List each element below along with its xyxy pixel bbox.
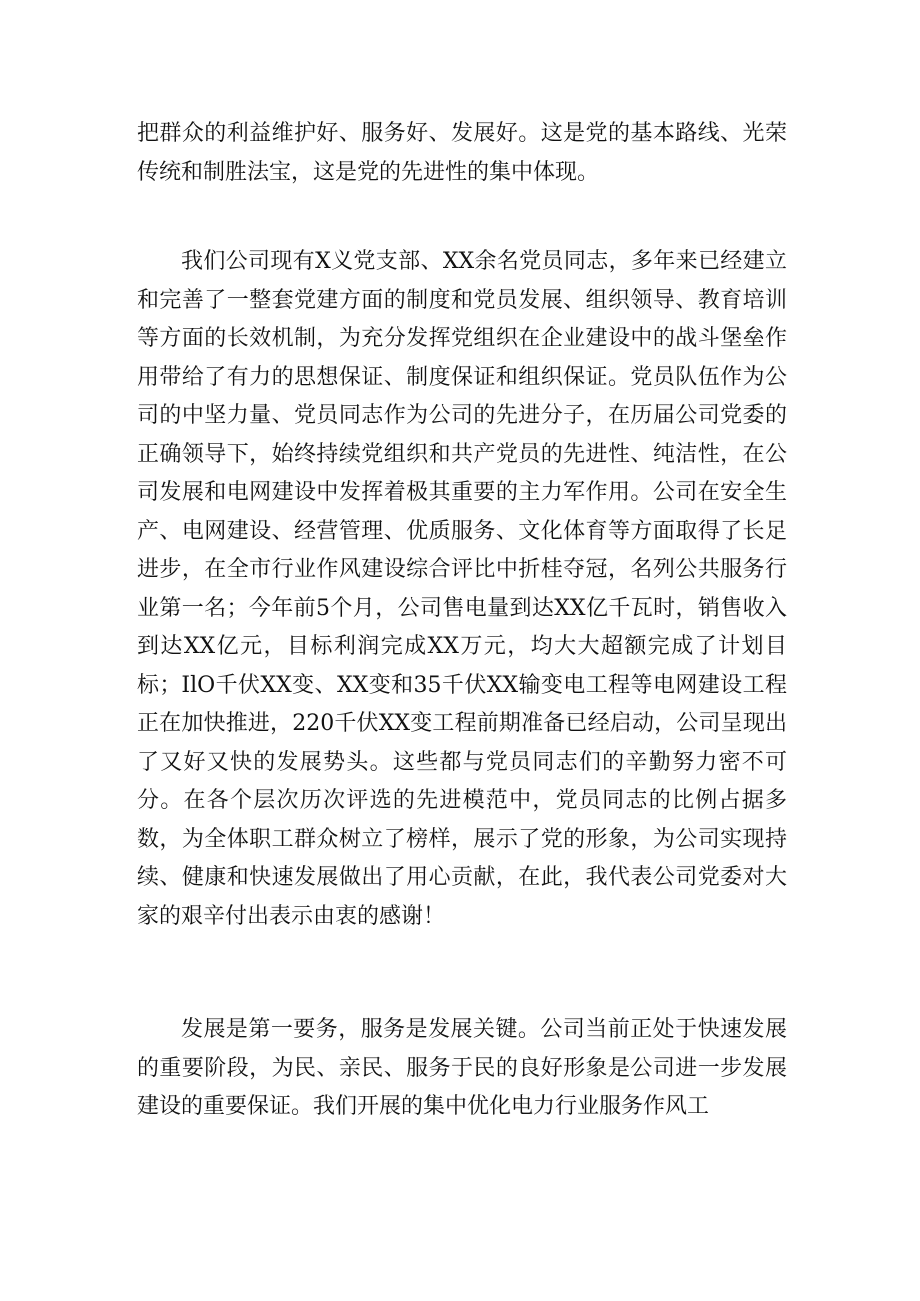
paragraph-continuation: 把群众的利益维护好、服务好、发展好。这是党的基本路线、光荣传统和制胜法宝，这是党的先进性的集中体现。 xyxy=(137,121,787,185)
paragraph-development-service: 发展是第一要务，服务是发展关键。公司当前正处于快速发展的重要阶段，为民、亲民、服务于民的良好形象是公司进一步发展建设的重要保证。我们开展的集中优化电力行业服务作风工 xyxy=(137,1017,787,1119)
document-text-block xyxy=(137,1011,787,1127)
document-text-block xyxy=(137,115,787,192)
paragraph-company-party-work: 我们公司现有X义党支部、XX余名党员同志，多年来已经建立和完善了一整套党建方面的制度和党员发展、组织领导、教育培训等方面的长效机制，为充分发挥党组织在企业建设中的战斗堡垒作用带给了有力的思想保证、制度保证和组织保证。党员队伍作为公司的中坚力量、党员同志作为公司的先进分子，在历届公司党委的正确领导下，始终持续党组织和共产党员的先进性、纯洁性，在公司发展和电网建设中发挥着极其重要的主力军作用。公司在安全生产、电网建设、经营管理、优质服务、文化体育等方面取得了长足进步，在全市行业作风建设综合评比中折桂夺冠，名列公共服务行业第一名；今年前5个月，公司售电量到达XX亿千瓦时，销售收入到达XX亿元，目标利润完成XX万元，均大大超额完成了计划目标；IlO千伏XX变、XX变和35千伏XX输变电工程等电网建设工程正在加快推进，220千伏XX变工程前期准备已经启动，公司呈现出了又好又快的发展势头。这些都与党员同志们的辛勤努力密不可分。在各个层次历次评选的先进模范中，党员同志的比例占据多数，为全体职工群众树立了榜样，展示了党的形象，为公司实现持续、健康和快速发展做出了用心贡献，在此，我代表公司党委对大家的艰辛付出表示由衷的感谢！ xyxy=(137,249,787,929)
document-text-block xyxy=(137,243,787,936)
